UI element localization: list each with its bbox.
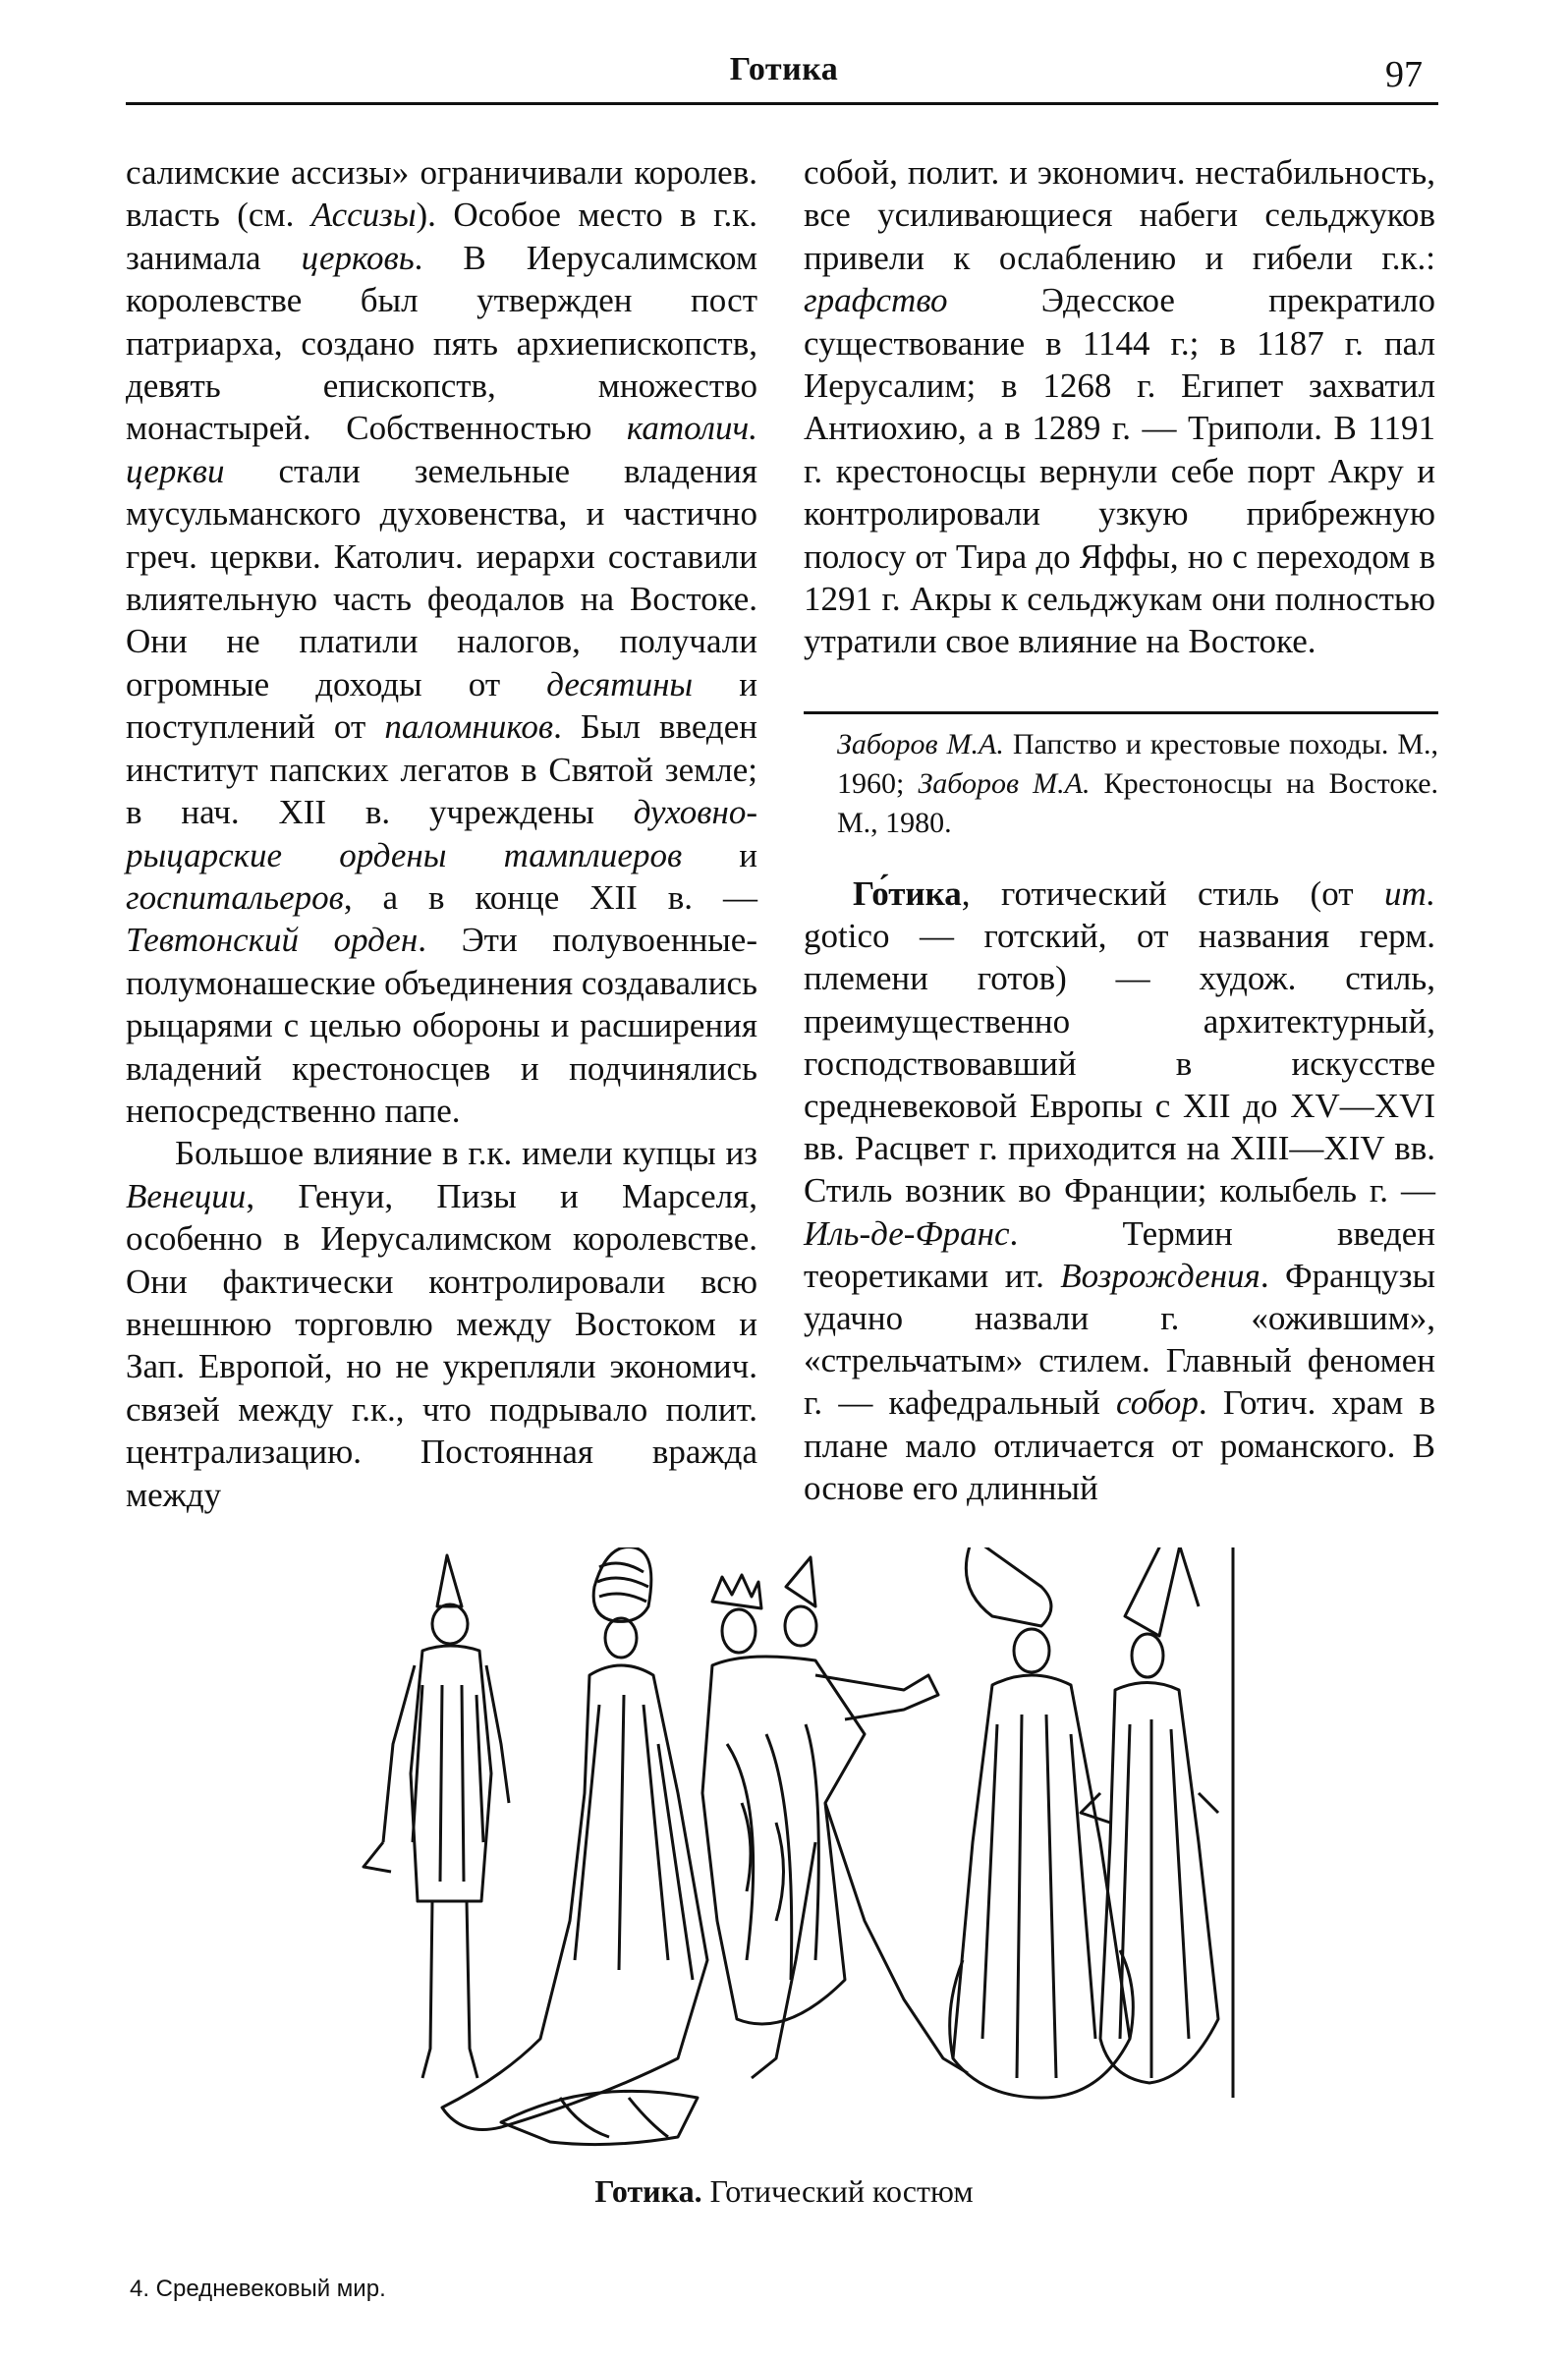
text-run: Большое влияние в г.к. имели купцы из (175, 1134, 757, 1173)
right-column (804, 151, 1435, 663)
text-run: . Был введен институт папских легатов в Святой земле; в нач. XII в. учреждены (126, 707, 758, 832)
text-run: собой, полит. и экономич. нестабильность, все усиливающиеся набеги сельджуков привели к ослаблению и гибели г.к.: (804, 153, 1435, 277)
text-run: Эдесское прекратило существование в 1144 г.; в 1187 г. пал Иерусалим; в 1268 г. Египет захватил Антиохию, а в 1289 г. — Триполи. В 1191 г. крестоносцы вернули себе порт Акру и контролировали узкую прибрежную полосу от Тира до Яффы, но с переходом в 1291 г. Акры к сельджукам они полностью утратили свое влияние на Востоке. (804, 281, 1435, 661)
text-run: , а в конце XII в. — (343, 877, 757, 917)
cross-reference: духовно-рыцарские ордены тамплиеров (126, 793, 757, 874)
left-paragraph-1 (126, 151, 757, 1132)
cross-reference: паломников (384, 707, 554, 747)
cross-reference: десятины (546, 664, 694, 703)
reference-text: Крестоносцы на Востоке. М., 1980. (837, 767, 1439, 839)
figure-couple (702, 1557, 968, 2078)
text-run: . Термин введен теоретиками ит. (804, 1213, 1435, 1295)
cross-reference: церковь (301, 238, 415, 277)
text-run: , Генуи, Пизы и Марселя, особенно в Иерусалимском королевстве. Они фактически контролировали всю внешнюю торговлю между Востоком и Зап. Европой, но не укрепляли экономич. связей между г.к., что подрывало полит. централизацию. Постоянная вражда между (126, 1176, 757, 1514)
figure-man-tall-hat (364, 1555, 509, 2078)
reference-author: Заборов М.А. (918, 767, 1091, 800)
reference-text: Папство и крестовые походы. М., 1960; (837, 728, 1438, 800)
figure-lady-train (442, 1547, 707, 2145)
left-column (126, 151, 757, 1516)
running-head: Готика (729, 51, 839, 87)
caption-label: Готика. (594, 2173, 702, 2209)
article-headword: Го́тика (853, 874, 962, 913)
text-run: и (682, 835, 758, 874)
page-number: 97 (1385, 54, 1423, 95)
cross-reference: госпитальеров (126, 877, 344, 917)
abbreviation: ит. (1384, 874, 1435, 913)
header-rule (126, 102, 1438, 105)
figure-lady-hennin (1081, 1547, 1233, 2098)
text-run: . Готич. храм в плане мало отличается от романского. В основе его длинный (804, 1383, 1435, 1507)
gothic-article (804, 872, 1435, 1509)
gothic-costume-illustration (354, 1547, 1238, 2157)
left-paragraph-2 (126, 1132, 757, 1516)
cross-reference: Возрождения (1060, 1256, 1260, 1295)
cross-reference: графство (804, 281, 948, 320)
article-paragraph (804, 872, 1435, 1509)
text-run: стали земельные владения мусульманского духовенства, и частично греч. церкви. Католич. иерархи составили влиятельную часть феодалов на Востоке. Они не платили налогов, получали огромные доходы от (126, 451, 757, 703)
cross-reference: Тевтонский орден (126, 921, 419, 960)
text-run: . В Иерусалимском королевстве был утвержден пост патриарха, создано пять архиепископств, девять епископств, множество монастырей. Собственностью (126, 238, 757, 448)
cross-reference: собор (1116, 1383, 1199, 1423)
text-run: салимские ассизы» ограничивали королев. власть (см. (126, 153, 757, 235)
text-run: и поступлений от (126, 664, 758, 747)
references (837, 725, 1438, 843)
cross-reference: католич. церкви (126, 409, 757, 490)
text-run: gotico — готский, от названия герм. племени готов) — худож. стиль, преимущественно архитектурный, господствовавший в искусстве средневековой Европы с XII до XV—XVI вв. Расцвет г. приходится на XIII—XIV вв. Стиль возник во Франции; колыбель г. — (804, 917, 1435, 1210)
printer-signature: 4. Средневековый мир. (130, 2276, 386, 2302)
cross-reference: Иль-де-Франс (804, 1213, 1010, 1253)
cross-reference: Ассизы (310, 196, 417, 235)
text-run: ). Особое место в г.к. занимала (126, 196, 757, 277)
references-rule (804, 711, 1438, 714)
cross-reference: Венеции (126, 1176, 247, 1215)
figure-caption (0, 2173, 1568, 2210)
right-paragraph-1 (804, 151, 1435, 663)
text-run: . Эти полувоенные-полумонашеские объединения создавались рыцарями с целью обороны и расширения владений крестоносцев и подчинялись непосредственно папе. (126, 921, 757, 1130)
text-run: , готический стиль (от (961, 874, 1385, 913)
text-run: . Французы удачно назвали г. «ожившим», «стрельчатым» стилем. Главный феномен г. — кафедральный (804, 1256, 1435, 1423)
caption-text: Готический костюм (701, 2173, 974, 2209)
reference-author: Заборов М.А. (837, 728, 1004, 760)
